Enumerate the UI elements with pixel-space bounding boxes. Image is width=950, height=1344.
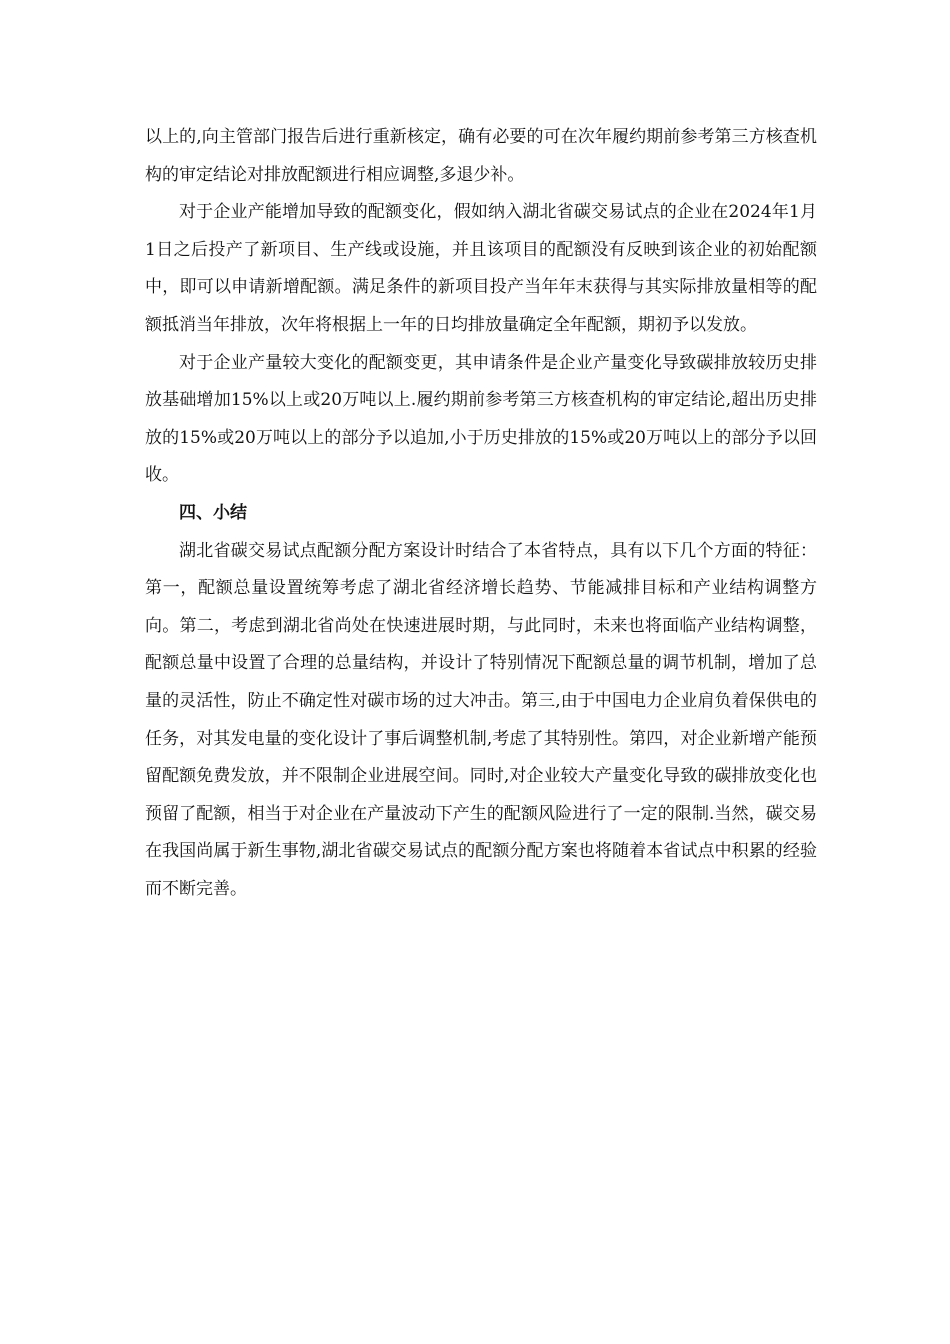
document-body xyxy=(145,119,817,908)
paragraph-capacity-increase: 对于企业产能增加导致的配额变化，假如纳入湖北省碳交易试点的企业在2024年1月1日之后投产了新项目、生产线或设施，并且该项目的配额没有反映到该企业的初始配额中，即可以申请新增配额。满足条件的新项目投产当年年末获得与其实际排放量相等的配额抵消当年排放，次年将根据上一年的日均排放量确定全年配额，期初予以发放。 xyxy=(145,202,817,335)
paragraph-continuation: 以上的,向主管部门报告后进行重新核定，确有必要的可在次年履约期前参考第三方核查机构的审定结论对排放配额进行相应调整,多退少补。 xyxy=(145,127,817,185)
paragraph-output-change: 对于企业产量较大变化的配额变更，其申请条件是企业产量变化导致碳排放较历史排放基础增加15%以上或20万吨以上.履约期前参考第三方核查机构的审定结论,超出历史排放的15%或20万吨以上的部分予以追加,小于历史排放的15%或20万吨以上的部分予以回收。 xyxy=(145,352,817,486)
section-heading: 四、小结 xyxy=(179,502,247,523)
paragraph-summary: 湖北省碳交易试点配额分配方案设计时结合了本省特点，具有以下几个方面的特征：第一，配额总量设置统筹考虑了湖北省经济增长趋势、节能减排目标和产业结构调整方向。第二，考虑到湖北省尚处在快速进展时期，与此同时，未来也将面临产业结构调整，配额总量中设置了合理的总量结构，并设计了特别情况下配额总量的调节机制，增加了总量的灵活性，防止不确定性对碳市场的过大冲击。第三,由于中国电力企业肩负着保供电的任务，对其发电量的变化设计了事后调整机制,考虑了其特别性。第四，对企业新增产能预留配额免费发放，并不限制企业进展空间。同时,对企业较大产量变化导致的碳排放变化也预留了配额，相当于对企业在产量波动下产生的配额风险进行了一定的限制.当然，碳交易在我国尚属于新生事物,湖北省碳交易试点的配额分配方案也将随着本省试点中积累的经验而不断完善。 xyxy=(145,540,817,899)
